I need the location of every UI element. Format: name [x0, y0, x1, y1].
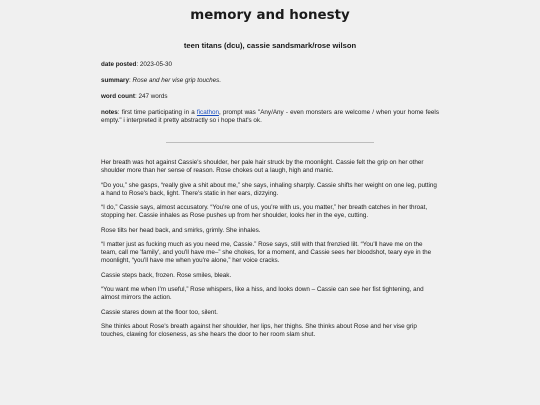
ficathon-link[interactable]: ficathon [196, 109, 219, 116]
word-count: word count: 247 words [101, 93, 168, 100]
page-title: memory and honesty [190, 8, 350, 23]
date-posted: date posted: 2023-05-30 [101, 61, 173, 68]
notes-text-end: , prompt was "Any/Any - even monsters are welcome / when your home feels empty." i interpreted it pretty abstractly so i hope that's ok. [101, 109, 439, 124]
notes [101, 109, 439, 125]
story-paragraph: Cassie steps back, frozen. Rose smiles, bleak. [101, 271, 232, 279]
word-count-value: 247 words [138, 93, 168, 100]
summary-value: Rose and her vise grip touches. [132, 77, 222, 84]
section-divider [166, 142, 374, 143]
story-paragraph: Her breath was hot against Cassie's shoulder, her pale hair struck by the moonlight. Cassie felt the grip on her other shoulder more than her sense of reason. Rose chokes out a laugh, high and manic. [101, 159, 424, 174]
date-posted-label: date posted [101, 61, 137, 68]
date-posted-value: 2023-05-30 [139, 61, 173, 68]
story-paragraph: “Do you,” she gasps, “really give a shit about me,” she says, inhaling sharply. Cassie shifts her weight on one leg, putting a hand to Rose's back, light. There's static in her ears, dizzying. [101, 181, 437, 197]
fandom-line: teen titans (dcu), cassie sandsmark/rose wilson [183, 41, 357, 50]
story-paragraph: She thinks about Rose's breath against her shoulder, her lips, her thighs. She thinks about Rose and her vise grip touches, clawing for closeness, as she hears the door to her room slam shut. [101, 323, 417, 338]
notes-label: notes [101, 109, 118, 116]
story-paragraph: “I matter just as fucking much as you need me, Cassie.” Rose says, still with that frenzied lilt. “You'll have me on the team, call me 'family', and you'll have me–” she chokes, for a moment, and Cassie sees her bloodshot, teary eye in the moonlight, “you'll have me when you're alone,” her voice cracks. [101, 241, 432, 264]
notes-text-start: : first time participating in a [117, 109, 197, 116]
story-paragraph: “I do,” Cassie says, almost accusatory. “You're one of us, you're with us, you matter,” her breath catches in her throat, stopping her. Cassie inhales as Rose pushes up from her shoulder, looks her in the eye, cutting. [101, 204, 428, 219]
story-paragraph: “You want me when I'm useful,” Rose whispers, like a hiss, and looks down – Cassie can see her fist tightening, and almost mirrors the action. [101, 286, 424, 301]
word-count-label: word count [101, 93, 135, 100]
summary-label: summary [101, 77, 130, 84]
story-paragraph: Rose tilts her head back, and smirks, grimly. She inhales. [101, 226, 261, 234]
summary: summary: Rose and her vise grip touches. [101, 77, 222, 84]
story-body [101, 159, 439, 339]
story-paragraph: Cassie stares down at the floor too, silent. [101, 308, 218, 316]
